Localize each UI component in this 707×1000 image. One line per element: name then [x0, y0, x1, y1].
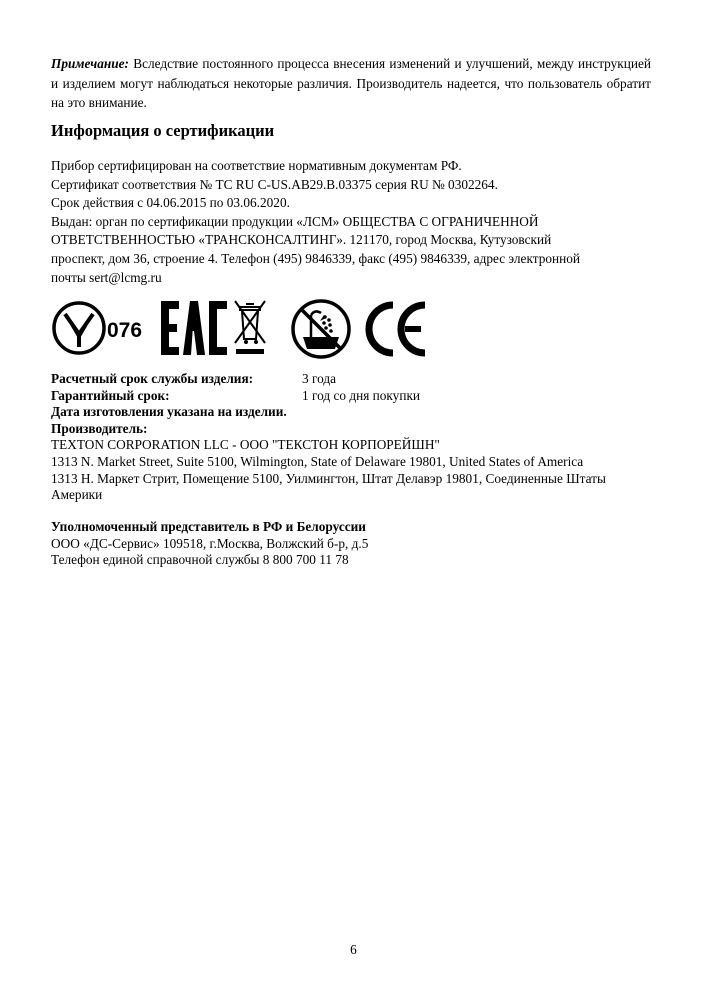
warranty-value: 1 год со дня покупки — [302, 387, 421, 403]
representative-address: ООО «ДС-Сервис» 109518, г.Москва, Волжский б-р, д.5 — [51, 535, 369, 551]
weee-crossed-bin-icon — [231, 297, 269, 359]
manufacturer-label: Производитель: — [51, 420, 148, 436]
manufacturer-name: TEXTON CORPORATION LLC - ООО "ТЕКСТОН КОРПОРЕЙШН" — [51, 437, 440, 453]
service-life-row — [51, 371, 671, 388]
certification-heading: Информация о сертификации — [51, 121, 275, 140]
representative-heading: Уполномоченный представитель в РФ и Белоруссии — [51, 519, 366, 534]
cert-line: ОТВЕТСТВЕННОСТЬЮ «ТРАНСКОНСАЛТИНГ». 121170, город Москва, Кутузовский — [51, 232, 552, 248]
representative-block — [51, 519, 651, 569]
certification-marks — [51, 297, 431, 361]
cert-line: Прибор сертифицирован на соответствие нормативным документам РФ. — [51, 158, 462, 173]
ce-mark-icon — [363, 297, 429, 359]
gost-code: 076 — [107, 319, 143, 342]
warranty-row — [51, 388, 671, 405]
note-label: Примечание: — [51, 56, 129, 71]
note-paragraph — [51, 54, 651, 113]
cert-line: проспект, дом 36, строение 4. Телефон (495) 9846339, факс (495) 9846339, адрес электронной — [51, 250, 580, 266]
gost-r-mark-icon — [51, 297, 153, 359]
warranty-label: Гарантийный срок: — [51, 387, 170, 403]
no-bath-water-icon — [289, 297, 353, 361]
certification-block — [51, 157, 651, 287]
product-info — [51, 371, 671, 504]
service-life-label: Расчетный срок службы изделия: — [51, 371, 254, 386]
representative-phone: Телефон единой справочной службы 8 800 700 11 78 — [51, 552, 349, 568]
address-ru: 1313 Н. Маркет Стрит, Помещение 5100, Уилмингтон, Штат Делавэр 19801, Соединенные Штаты — [51, 470, 606, 486]
manufacture-date-note: Дата изготовления указана на изделии. — [51, 404, 287, 420]
cert-line: Срок действия с 04.06.2015 по 03.06.2020. — [51, 195, 290, 211]
cert-line: Сертификат соответствия № TC RU C-US.AB29.B.03375 серия RU № 0302264. — [51, 176, 498, 192]
page-number: 6 — [350, 942, 357, 957]
address-en: 1313 N. Market Street, Suite 5100, Wilmington, State of Delaware 19801, United States of America — [51, 453, 584, 469]
address-ru-cont: Америки — [51, 487, 103, 503]
service-life-value: 3 года — [302, 371, 337, 386]
note-text: Вследствие постоянного процесса внесения изменений и улучшений, между инструкцией и изделием могут наблюдаться некоторые различия. Производитель надеется, что пользователь обратит на это внимание. — [51, 56, 651, 110]
eac-mark-icon — [159, 297, 229, 359]
cert-line: Выдан: орган по сертификации продукции «ЛСМ» ОБЩЕСТВА С ОГРАНИЧЕННОЙ — [51, 213, 539, 229]
cert-line: почты sert@lcmg.ru — [51, 269, 162, 285]
